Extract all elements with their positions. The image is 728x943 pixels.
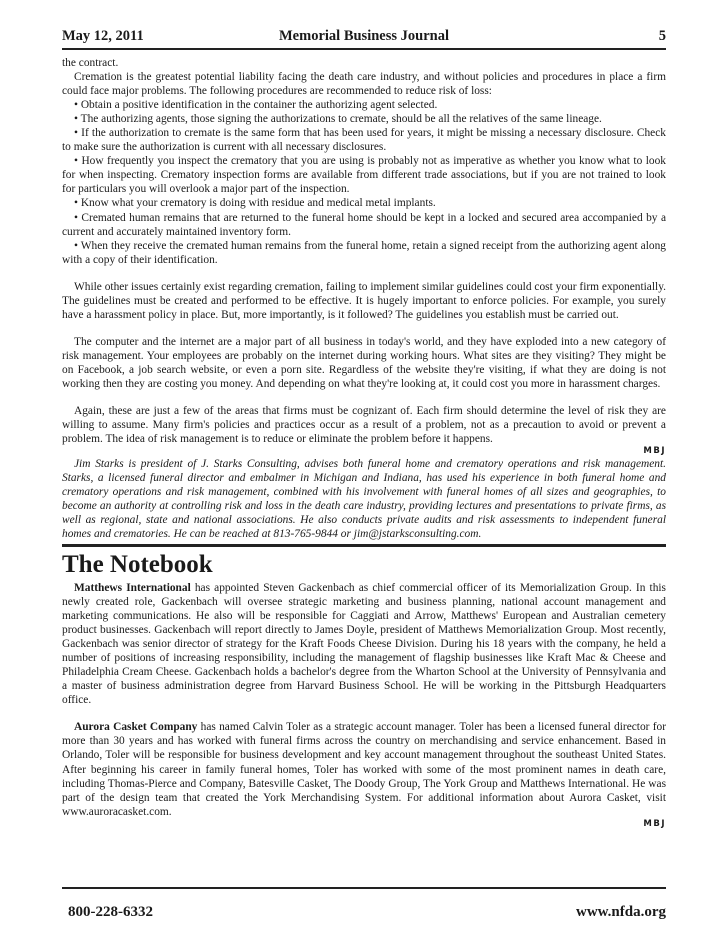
website-url: www.nfda.org: [575, 904, 666, 920]
notebook-item: [62, 720, 666, 818]
notebook-item-text: has named Calvin Toler as a strategic account manager. Toler has been a licensed funeral director for more than 30 years and has worked with funeral firms across the country on merchandising and service enhancement. Based in Orlando, Toler will be responsible for business development and key account management throughout the southeast United States. After beginning his career in family funeral homes, Toler has worked with some of the most prominent names in death care, including Thomas-Pierce and Company, Batesville Casket, The Doody Group, The York Group and Matthews International. He was part of the design team that created the York Merchandising System. For additional information about Aurora Casket, visit www.auroracasket.com.: [62, 721, 666, 818]
section-rule: [62, 544, 666, 547]
footer-rule: [62, 887, 666, 889]
company-name: Matthews International: [74, 581, 191, 594]
publication-title: Memorial Business Journal: [279, 28, 449, 44]
paragraph-gap: [62, 322, 666, 335]
article-paragraph: While other issues certainly exist regarding cremation, failing to implement similar guidelines could cost your firm exponentially. The guidelines must be created and performed to be effective. It is hugely important to enforce policies. For example, you surely have a harassment policy in place. But, more importantly, is it followed? The guidelines you establish must be carried out.: [62, 280, 666, 321]
notebook-item: [62, 581, 666, 707]
page-header: [62, 28, 666, 48]
author-bio: Jim Starks is president of J. Starks Consulting, advises both funeral home and crematory operations and risk management. Starks, a licensed funeral director and embalmer in Michigan and Indiana, has used his experience in both funeral home and crematory operations and risk management, combined with his involvement with funeral homes of all sizes and geographies, to become an authority at controlling risk and loss in the death care industry, providing lectures and presentations to private firms, as well as regional, state and national associations. He also conducts private audits and risk assessments to independent funeral homes and crematories. He can be reached at 813-765-9844 or jim@jstarksconsulting.com.: [62, 458, 666, 541]
header-rule: [62, 48, 666, 50]
article-paragraph: Again, these are just a few of the areas that firms must be cognizant of. Each firm should determine the level of risk they are willing to assume. Many firm's policies and practices occur as a result of a problem, not as a precaution to avoid or prevent a problem. The idea of risk management is to reduce or eliminate the problem before it happens.: [62, 405, 666, 446]
phone-number: 800-228-6332: [68, 904, 153, 920]
company-name: Aurora Casket Company: [74, 721, 198, 734]
article-paragraph: Cremation is the greatest potential liability facing the death care industry, and without policies and procedures in place a firm could face major problems. The following procedures are recommended to reduce risk of loss:: [62, 71, 666, 98]
bullet-item: • How frequently you inspect the crematory that you are using is probably not as imperative as whether you know what to look for when inspecting. Crematory inspection forms are available from different trade associations, but if you are not trained to look for particulars you will overlook a major part of the inspection.: [62, 155, 666, 196]
bullet-item: • Obtain a positive identification in the container the authorizing agent selected.: [74, 99, 438, 112]
article-paragraph: The computer and the internet are a major part of all business in today's world, and they have exploded into a new category of risk management. Your employees are probably on the internet during working hours. What sites are they visiting? They might be on Facebook, a job search website, or even a porn site. Regardless of the website they're visiting, if what they are doing is not working then they are costing you money. And depending on what they're looking at, it could cost you more in harassment charges.: [62, 335, 666, 390]
paragraph-gap: [62, 391, 666, 404]
section-title: The Notebook: [62, 550, 213, 578]
notebook-item-text: has appointed Steven Gackenbach as chief commercial officer of its Memorialization Group. In this newly created role, Gackenbach will oversee strategic marketing and business planning, national account management and marketing communications. He also will be responsible for Caggiati and Arrow, Matthews' European and Australian cemetery product businesses. Gackenbach will report directly to James Doyle, president of Matthews Memorialization Group. Most recently, Gackenbach was senior director of strategy for the Kraft Foods Cheese Division. During his 18 years with the company, he held a number of positions of increasing responsibility, including the management of flagship businesses like Kraft Mac & Cheese and Philadelphia Cream Cheese. Gackenbach holds a bachelor's degree from the Wharton School at the University of Pennsylvania and a master of business administration degree from Harvard Business School. He will be working in the Pittsburgh Headquarters office.: [62, 581, 666, 707]
paragraph-gap: [62, 267, 666, 280]
page-number: 5: [658, 28, 666, 44]
bullet-item: • The authorizing agents, those signing the authorizations to cremate, should be all the relatives of the same lineage.: [74, 113, 602, 126]
article-continuation: the contract.: [62, 57, 119, 69]
bullet-item: • Know what your crematory is doing with residue and medical metal implants.: [74, 197, 436, 210]
bullet-item: • Cremated human remains that are returned to the funeral home should be kept in a locked and secured area accompanied by a current and accurately maintained inventory form.: [62, 211, 666, 238]
issue-date: May 12, 2011: [62, 28, 144, 44]
page-body: [62, 56, 666, 830]
bullet-item: • When they receive the cremated human remains from the funeral home, retain a signed receipt from the authorizing agent along with a copy of their identification.: [62, 239, 666, 266]
end-mark: MBJ: [643, 818, 666, 829]
end-mark: MBJ: [643, 446, 666, 457]
bullet-item: • If the authorization to cremate is the same form that has been used for years, it might be missing a necessary disclosure. Check to make sure the authorization is current with all necessary disclosures.: [62, 127, 666, 154]
paragraph-gap: [62, 707, 666, 720]
